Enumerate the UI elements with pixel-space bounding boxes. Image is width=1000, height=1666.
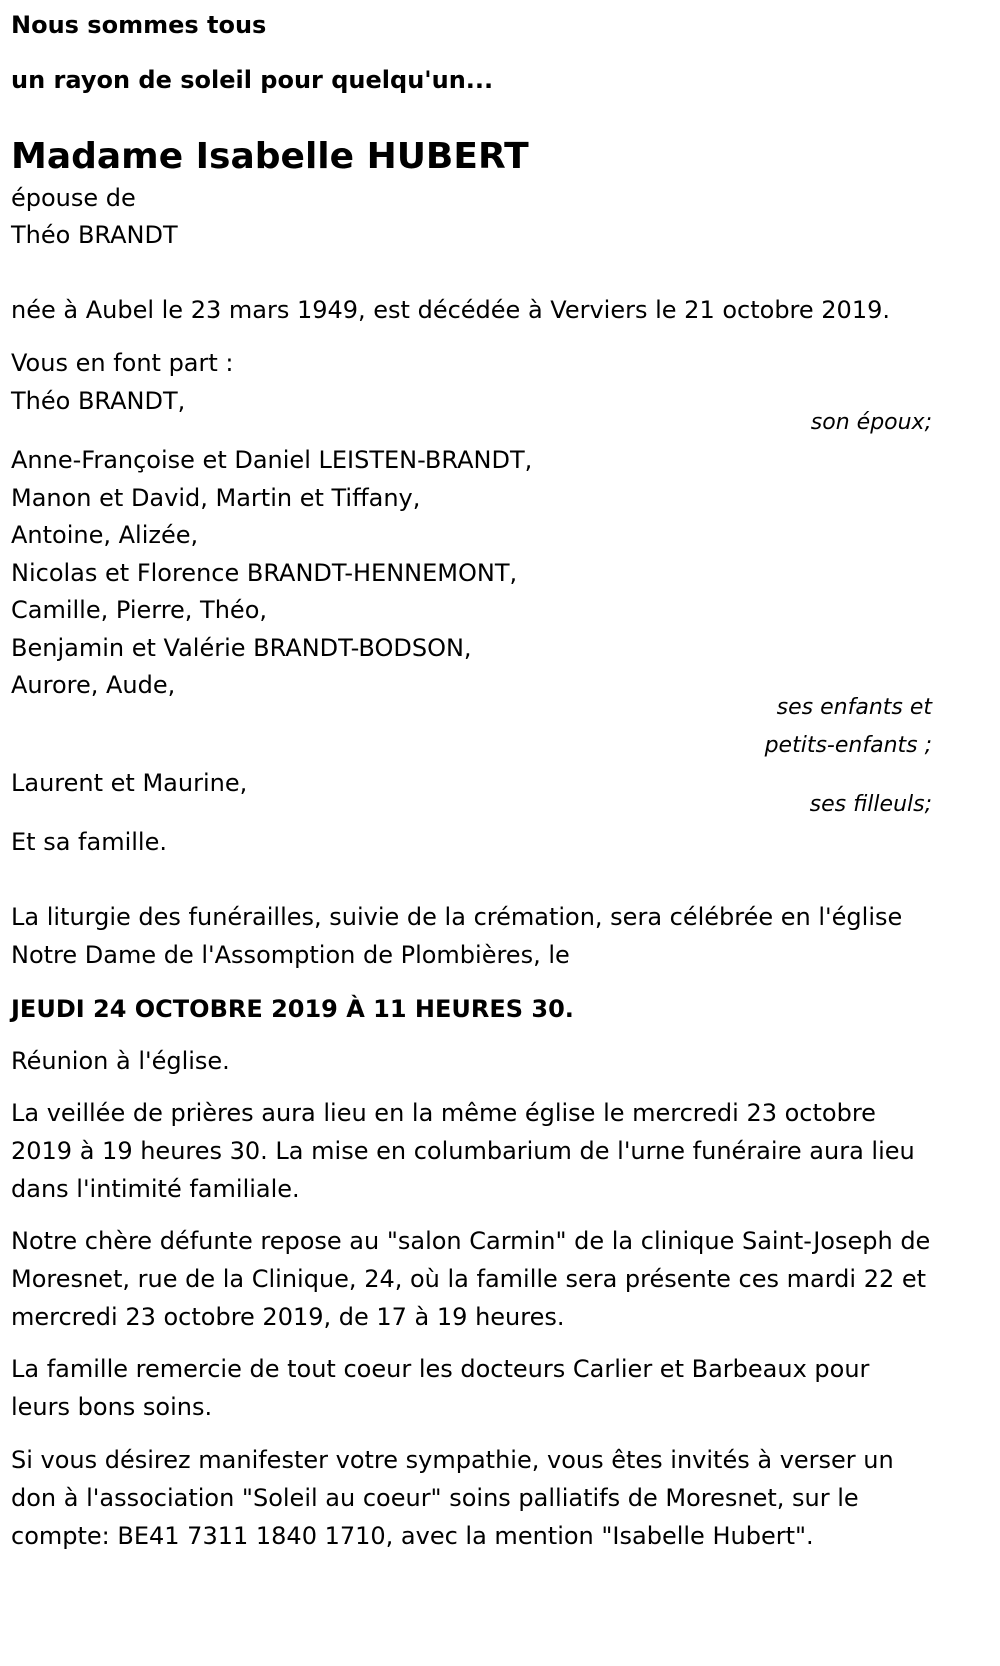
children-line: Aurore, Aude,: [11, 671, 176, 699]
birth-death-line: née à Aubel le 23 mars 1949, est décédée à Verviers le 21 octobre 2019.: [11, 296, 890, 324]
ceremony-date: JEUDI 24 OCTOBRE 2019 À 11 HEURES 30.: [11, 995, 574, 1023]
children-line: Benjamin et Valérie BRANDT-BODSON,: [11, 634, 472, 662]
rest-paragraph: Notre chère défunte repose au "salon Carmin" de la clinique Saint-Joseph de Moresnet, rue de la Clinique, 24, où la famille sera présente ces mardi 22 et mercredi 23 octobre 2019, de 17 à 19 heures.: [11, 1227, 931, 1331]
heading-line-1: Nous sommes tous: [11, 11, 267, 39]
godchildren-role: ses filleuls;: [809, 792, 932, 817]
spouse-line: Théo BRANDT,: [11, 387, 186, 415]
spouse-role: son époux;: [810, 410, 932, 435]
family-line: Et sa famille.: [11, 828, 167, 856]
thanks-paragraph: La famille remercie de tout coeur les docteurs Carlier et Barbeaux pour leurs bons soins.: [11, 1355, 870, 1421]
spouse-label: épouse de: [11, 184, 136, 212]
heading-line-2: un rayon de soleil pour quelqu'un...: [11, 66, 494, 94]
grandchildren-role: petits-enfants ;: [764, 733, 932, 758]
children-line: Camille, Pierre, Théo,: [11, 596, 268, 624]
children-role: ses enfants et: [776, 695, 932, 720]
announcement-intro: Vous en font part :: [11, 349, 234, 377]
children-line: Antoine, Alizée,: [11, 521, 199, 549]
meeting-paragraph: Réunion à l'église.: [11, 1047, 230, 1075]
donation-paragraph: Si vous désirez manifester votre sympathie, vous êtes invités à verser un don à l'association "Soleil au coeur" soins palliatifs de Moresnet, sur le compte: BE41 7311 1840 1710, avec la mention "Isabelle Hubert".: [11, 1446, 894, 1550]
children-line: Manon et David, Martin et Tiffany,: [11, 484, 421, 512]
children-line: Anne-Françoise et Daniel LEISTEN-BRANDT,: [11, 446, 533, 474]
deceased-name: Madame Isabelle HUBERT: [11, 136, 529, 177]
spouse-name: Théo BRANDT: [11, 221, 178, 249]
liturgy-paragraph: La liturgie des funérailles, suivie de la crémation, sera célébrée en l'église Notre Dame de l'Assomption de Plombières, le: [11, 903, 903, 969]
vigil-paragraph: La veillée de prières aura lieu en la même église le mercredi 23 octobre 2019 à 19 heures 30. La mise en columbarium de l'urne funéraire aura lieu dans l'intimité familiale.: [11, 1099, 915, 1203]
godchildren-line: Laurent et Maurine,: [11, 769, 248, 797]
children-line: Nicolas et Florence BRANDT-HENNEMONT,: [11, 559, 518, 587]
